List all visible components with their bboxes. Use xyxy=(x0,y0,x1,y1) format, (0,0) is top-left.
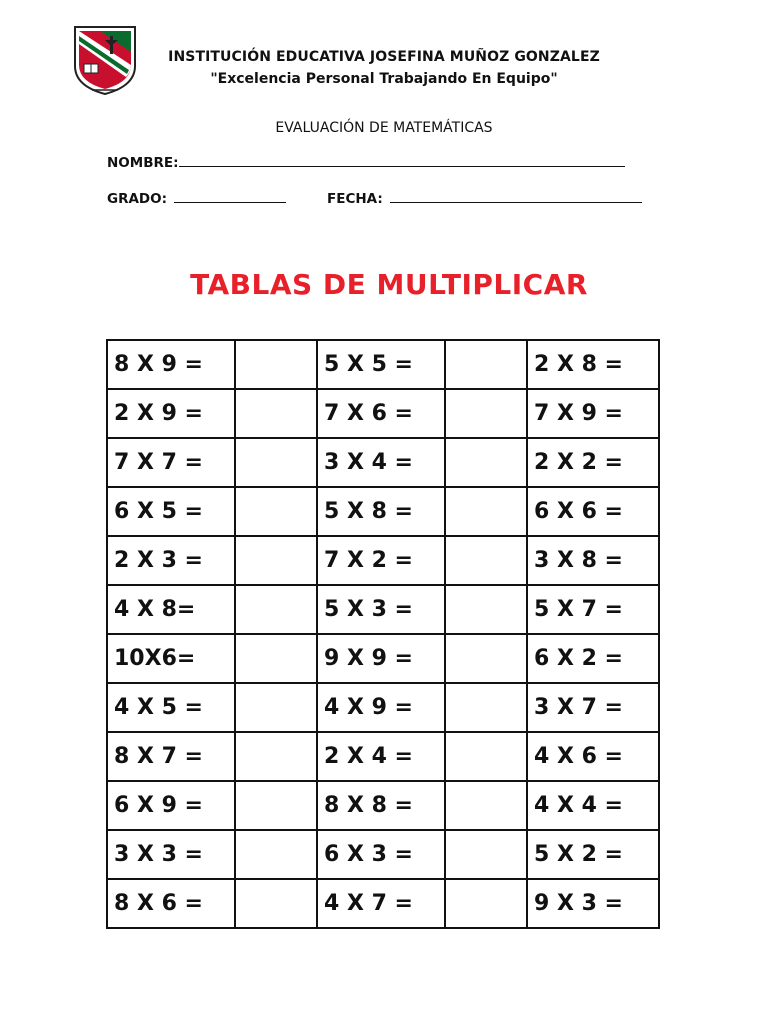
problem-cell: 7 X 9 = xyxy=(527,389,659,438)
table-row xyxy=(107,536,659,585)
answer-cell[interactable] xyxy=(235,732,317,781)
institution-name: INSTITUCIÓN EDUCATIVA JOSEFINA MUÑOZ GONZALEZ xyxy=(168,49,600,65)
date-label: FECHA: xyxy=(327,191,383,207)
problem-cell: 5 X 3 = xyxy=(317,585,445,634)
answer-cell[interactable] xyxy=(235,830,317,879)
section-title: TABLAS DE MULTIPLICAR xyxy=(190,268,588,301)
problem-cell: 3 X 8 = xyxy=(527,536,659,585)
problem-cell: 2 X 2 = xyxy=(527,438,659,487)
answer-cell[interactable] xyxy=(445,389,527,438)
answer-cell[interactable] xyxy=(235,879,317,928)
answer-cell[interactable] xyxy=(445,487,527,536)
problem-cell: 4 X 7 = xyxy=(317,879,445,928)
problem-cell: 8 X 8 = xyxy=(317,781,445,830)
problem-cell: 6 X 9 = xyxy=(107,781,235,830)
answer-cell[interactable] xyxy=(445,634,527,683)
problem-cell: 7 X 2 = xyxy=(317,536,445,585)
problem-cell: 7 X 7 = xyxy=(107,438,235,487)
answer-cell[interactable] xyxy=(235,340,317,389)
problem-cell: 2 X 4 = xyxy=(317,732,445,781)
problem-cell: 3 X 3 = xyxy=(107,830,235,879)
answer-cell[interactable] xyxy=(445,438,527,487)
problem-cell: 3 X 4 = xyxy=(317,438,445,487)
answer-cell[interactable] xyxy=(235,634,317,683)
problem-cell: 6 X 5 = xyxy=(107,487,235,536)
answer-cell[interactable] xyxy=(445,732,527,781)
answer-cell[interactable] xyxy=(235,781,317,830)
problem-cell: 4 X 5 = xyxy=(107,683,235,732)
answer-cell[interactable] xyxy=(445,879,527,928)
table-row xyxy=(107,340,659,389)
evaluation-title: EVALUACIÓN DE MATEMÁTICAS xyxy=(275,120,493,136)
problem-cell: 5 X 2 = xyxy=(527,830,659,879)
multiplication-table xyxy=(106,339,660,929)
problem-cell: 8 X 9 = xyxy=(107,340,235,389)
problem-cell: 7 X 6 = xyxy=(317,389,445,438)
institution-motto: "Excelencia Personal Trabajando En Equipo" xyxy=(210,71,558,87)
table-row xyxy=(107,830,659,879)
problem-cell: 6 X 3 = xyxy=(317,830,445,879)
answer-cell[interactable] xyxy=(235,683,317,732)
grade-label: GRADO: xyxy=(107,191,168,207)
problem-cell: 9 X 3 = xyxy=(527,879,659,928)
name-label: NOMBRE: xyxy=(107,155,179,171)
problem-cell: 2 X 3 = xyxy=(107,536,235,585)
table-row xyxy=(107,879,659,928)
grade-blank-line[interactable] xyxy=(174,190,286,203)
date-blank-line[interactable] xyxy=(390,190,642,203)
grade-field xyxy=(107,190,286,207)
answer-cell[interactable] xyxy=(445,585,527,634)
problem-cell: 5 X 8 = xyxy=(317,487,445,536)
answer-cell[interactable] xyxy=(235,389,317,438)
answer-cell[interactable] xyxy=(235,536,317,585)
problem-cell: 4 X 4 = xyxy=(527,781,659,830)
problem-cell: 4 X 9 = xyxy=(317,683,445,732)
answer-cell[interactable] xyxy=(235,487,317,536)
table-row xyxy=(107,732,659,781)
table-row xyxy=(107,389,659,438)
table-row xyxy=(107,634,659,683)
table-row xyxy=(107,683,659,732)
table-row xyxy=(107,585,659,634)
problem-cell: 5 X 5 = xyxy=(317,340,445,389)
problem-cell: 10X6= xyxy=(107,634,235,683)
problem-cell: 8 X 7 = xyxy=(107,732,235,781)
problem-cell: 9 X 9 = xyxy=(317,634,445,683)
problem-cell: 5 X 7 = xyxy=(527,585,659,634)
problem-cell: 2 X 8 = xyxy=(527,340,659,389)
answer-cell[interactable] xyxy=(445,536,527,585)
date-field xyxy=(327,190,642,207)
problem-cell: 4 X 6 = xyxy=(527,732,659,781)
table-row xyxy=(107,438,659,487)
answer-cell[interactable] xyxy=(445,340,527,389)
table-row xyxy=(107,487,659,536)
answer-cell[interactable] xyxy=(235,438,317,487)
problem-cell: 6 X 6 = xyxy=(527,487,659,536)
problem-cell: 6 X 2 = xyxy=(527,634,659,683)
problem-cell: 4 X 8= xyxy=(107,585,235,634)
problem-cell: 3 X 7 = xyxy=(527,683,659,732)
answer-cell[interactable] xyxy=(235,585,317,634)
problem-cell: 8 X 6 = xyxy=(107,879,235,928)
answer-cell[interactable] xyxy=(445,830,527,879)
name-blank-line[interactable] xyxy=(179,154,625,167)
answer-cell[interactable] xyxy=(445,781,527,830)
problem-cell: 2 X 9 = xyxy=(107,389,235,438)
answer-cell[interactable] xyxy=(445,683,527,732)
table-row xyxy=(107,781,659,830)
name-field xyxy=(107,154,625,171)
